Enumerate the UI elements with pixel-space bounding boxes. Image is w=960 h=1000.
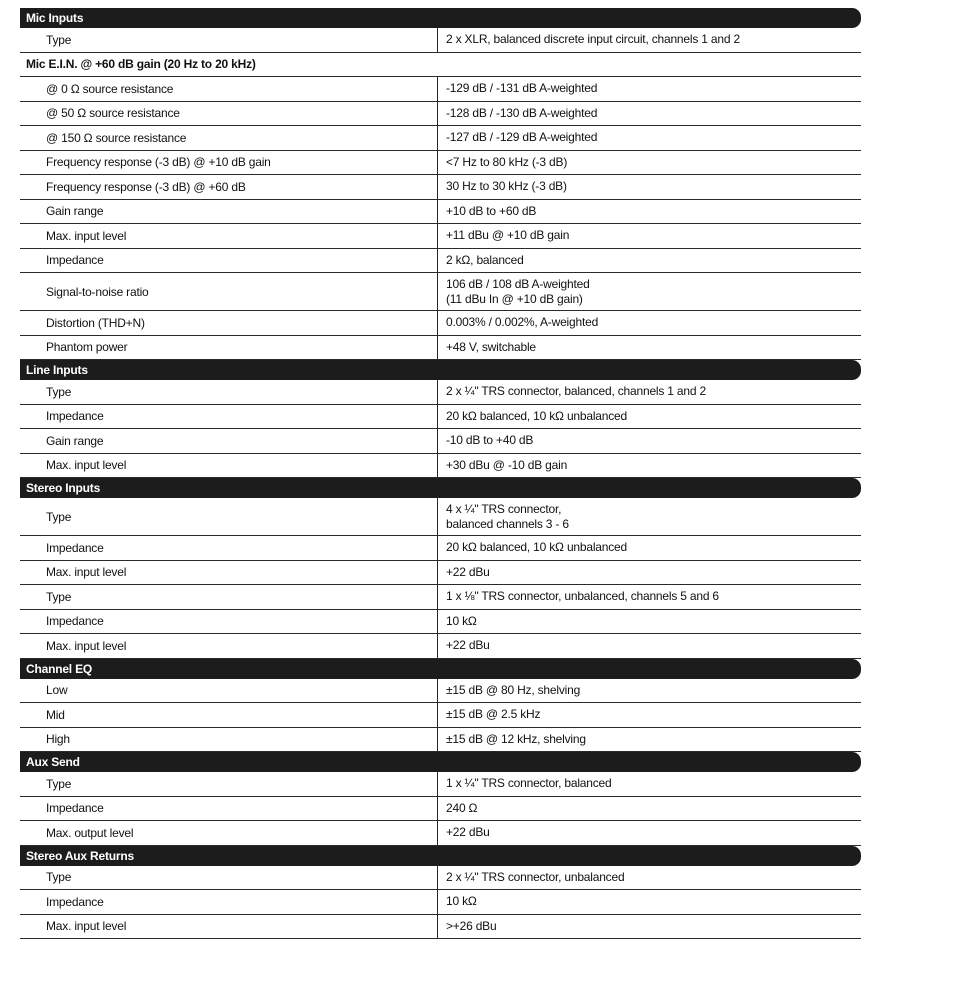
- subsection-header: Mic E.I.N. @ +60 dB gain (20 Hz to 20 kHz): [20, 53, 861, 78]
- spec-label: Type: [20, 498, 438, 535]
- section-header: Aux Send: [20, 752, 861, 772]
- spec-value: +48 V, switchable: [446, 339, 536, 354]
- spec-value: 2 kΩ, balanced: [446, 252, 524, 267]
- spec-row: [20, 151, 861, 176]
- spec-value: 2 x XLR, balanced discrete input circuit, channels 1 and 2: [446, 32, 740, 47]
- spec-value: 30 Hz to 30 kHz (-3 dB): [446, 179, 567, 194]
- spec-section: [20, 752, 861, 846]
- spec-row: [20, 634, 861, 659]
- spec-value: +22 dBu: [446, 638, 490, 653]
- spec-value: +22 dBu: [446, 825, 490, 840]
- spec-row: [20, 380, 861, 405]
- section-header: Stereo Inputs: [20, 478, 861, 498]
- spec-value: 106 dB / 108 dB A-weighted (11 dBu In @ +10 dB gain): [446, 276, 590, 306]
- spec-value: +22 dBu: [446, 564, 490, 579]
- spec-value: 4 x ¼" TRS connector, balanced channels 3 - 6: [446, 501, 569, 531]
- spec-label: Type: [20, 28, 438, 52]
- spec-row: [20, 679, 861, 704]
- spec-label: Phantom power: [20, 336, 438, 360]
- spec-row: [20, 77, 861, 102]
- spec-label: Gain range: [20, 200, 438, 224]
- spec-label: Frequency response (-3 dB) @ +60 dB: [20, 175, 438, 199]
- spec-row: [20, 866, 861, 891]
- spec-label: Distortion (THD+N): [20, 311, 438, 335]
- spec-label: Frequency response (-3 dB) @ +10 dB gain: [20, 151, 438, 175]
- spec-row: [20, 249, 861, 274]
- spec-label: Type: [20, 772, 438, 796]
- spec-section: [20, 659, 861, 753]
- spec-row: [20, 405, 861, 430]
- spec-label: Max. input level: [20, 634, 438, 658]
- spec-label: Type: [20, 866, 438, 890]
- spec-label: Impedance: [20, 890, 438, 914]
- spec-row: [20, 429, 861, 454]
- spec-label: Max. input level: [20, 224, 438, 248]
- section-header: Line Inputs: [20, 360, 861, 380]
- spec-label: Signal-to-noise ratio: [20, 273, 438, 310]
- spec-label: @ 50 Ω source resistance: [20, 102, 438, 126]
- spec-value: +30 dBu @ -10 dB gain: [446, 457, 568, 472]
- spec-label: Max. output level: [20, 821, 438, 845]
- spec-label: High: [20, 728, 438, 752]
- spec-label: Max. input level: [20, 915, 438, 939]
- spec-value: 10 kΩ: [446, 894, 477, 909]
- spec-label: Mid: [20, 703, 438, 727]
- spec-row: [20, 311, 861, 336]
- section-header: Mic Inputs: [20, 8, 861, 28]
- spec-value: 10 kΩ: [446, 613, 477, 628]
- spec-row: [20, 915, 861, 940]
- spec-value: 0.003% / 0.002%, A-weighted: [446, 315, 599, 330]
- spec-value: 240 Ω: [446, 800, 478, 815]
- spec-row: [20, 28, 861, 53]
- spec-label: Impedance: [20, 797, 438, 821]
- spec-value: 2 x ¼" TRS connector, unbalanced: [446, 869, 625, 884]
- spec-label: @ 150 Ω source resistance: [20, 126, 438, 150]
- spec-row: [20, 772, 861, 797]
- spec-row: [20, 454, 861, 479]
- spec-row: [20, 728, 861, 753]
- spec-value: ±15 dB @ 12 kHz, shelving: [446, 731, 586, 746]
- spec-row: [20, 273, 861, 311]
- spec-label: @ 0 Ω source resistance: [20, 77, 438, 101]
- spec-row: [20, 175, 861, 200]
- spec-row: [20, 224, 861, 249]
- spec-label: Impedance: [20, 405, 438, 429]
- spec-section: [20, 846, 861, 940]
- spec-value: 20 kΩ balanced, 10 kΩ unbalanced: [446, 408, 628, 423]
- spec-value: <7 Hz to 80 kHz (-3 dB): [446, 154, 568, 169]
- spec-value: ±15 dB @ 80 Hz, shelving: [446, 682, 581, 697]
- spec-value: ±15 dB @ 2.5 kHz: [446, 707, 541, 722]
- spec-row: [20, 498, 861, 536]
- spec-section: [20, 8, 861, 360]
- spec-row: [20, 336, 861, 361]
- spec-value: -128 dB / -130 dB A-weighted: [446, 105, 598, 120]
- section-header: Channel EQ: [20, 659, 861, 679]
- spec-value: +11 dBu @ +10 dB gain: [446, 228, 570, 243]
- spec-label: Impedance: [20, 610, 438, 634]
- spec-row: [20, 821, 861, 846]
- spec-row: [20, 102, 861, 127]
- spec-row: [20, 585, 861, 610]
- spec-row: [20, 536, 861, 561]
- spec-label: Impedance: [20, 536, 438, 560]
- spec-label: Max. input level: [20, 561, 438, 585]
- spec-label: Type: [20, 585, 438, 609]
- spec-value: 20 kΩ balanced, 10 kΩ unbalanced: [446, 540, 628, 555]
- spec-value: >+26 dBu: [446, 918, 497, 933]
- spec-value: 1 x ⅛" TRS connector, unbalanced, channels 5 and 6: [446, 589, 719, 604]
- spec-row: [20, 890, 861, 915]
- spec-row: [20, 200, 861, 225]
- spec-section: [20, 360, 861, 478]
- spec-section: [20, 478, 861, 659]
- spec-label: Gain range: [20, 429, 438, 453]
- spec-value: -10 dB to +40 dB: [446, 433, 534, 448]
- spec-value: 1 x ¼" TRS connector, balanced: [446, 776, 612, 791]
- spec-row: [20, 126, 861, 151]
- spec-row: [20, 610, 861, 635]
- spec-label: Type: [20, 380, 438, 404]
- spec-value: -127 dB / -129 dB A-weighted: [446, 130, 598, 145]
- spec-row: [20, 797, 861, 822]
- section-header: Stereo Aux Returns: [20, 846, 861, 866]
- spec-label: Max. input level: [20, 454, 438, 478]
- spec-value: +10 dB to +60 dB: [446, 203, 537, 218]
- spec-table: [20, 8, 861, 939]
- spec-label: Low: [20, 679, 438, 703]
- spec-row: [20, 561, 861, 586]
- spec-row: [20, 703, 861, 728]
- spec-value: 2 x ¼" TRS connector, balanced, channels 1 and 2: [446, 384, 706, 399]
- spec-label: Impedance: [20, 249, 438, 273]
- spec-value: -129 dB / -131 dB A-weighted: [446, 81, 598, 96]
